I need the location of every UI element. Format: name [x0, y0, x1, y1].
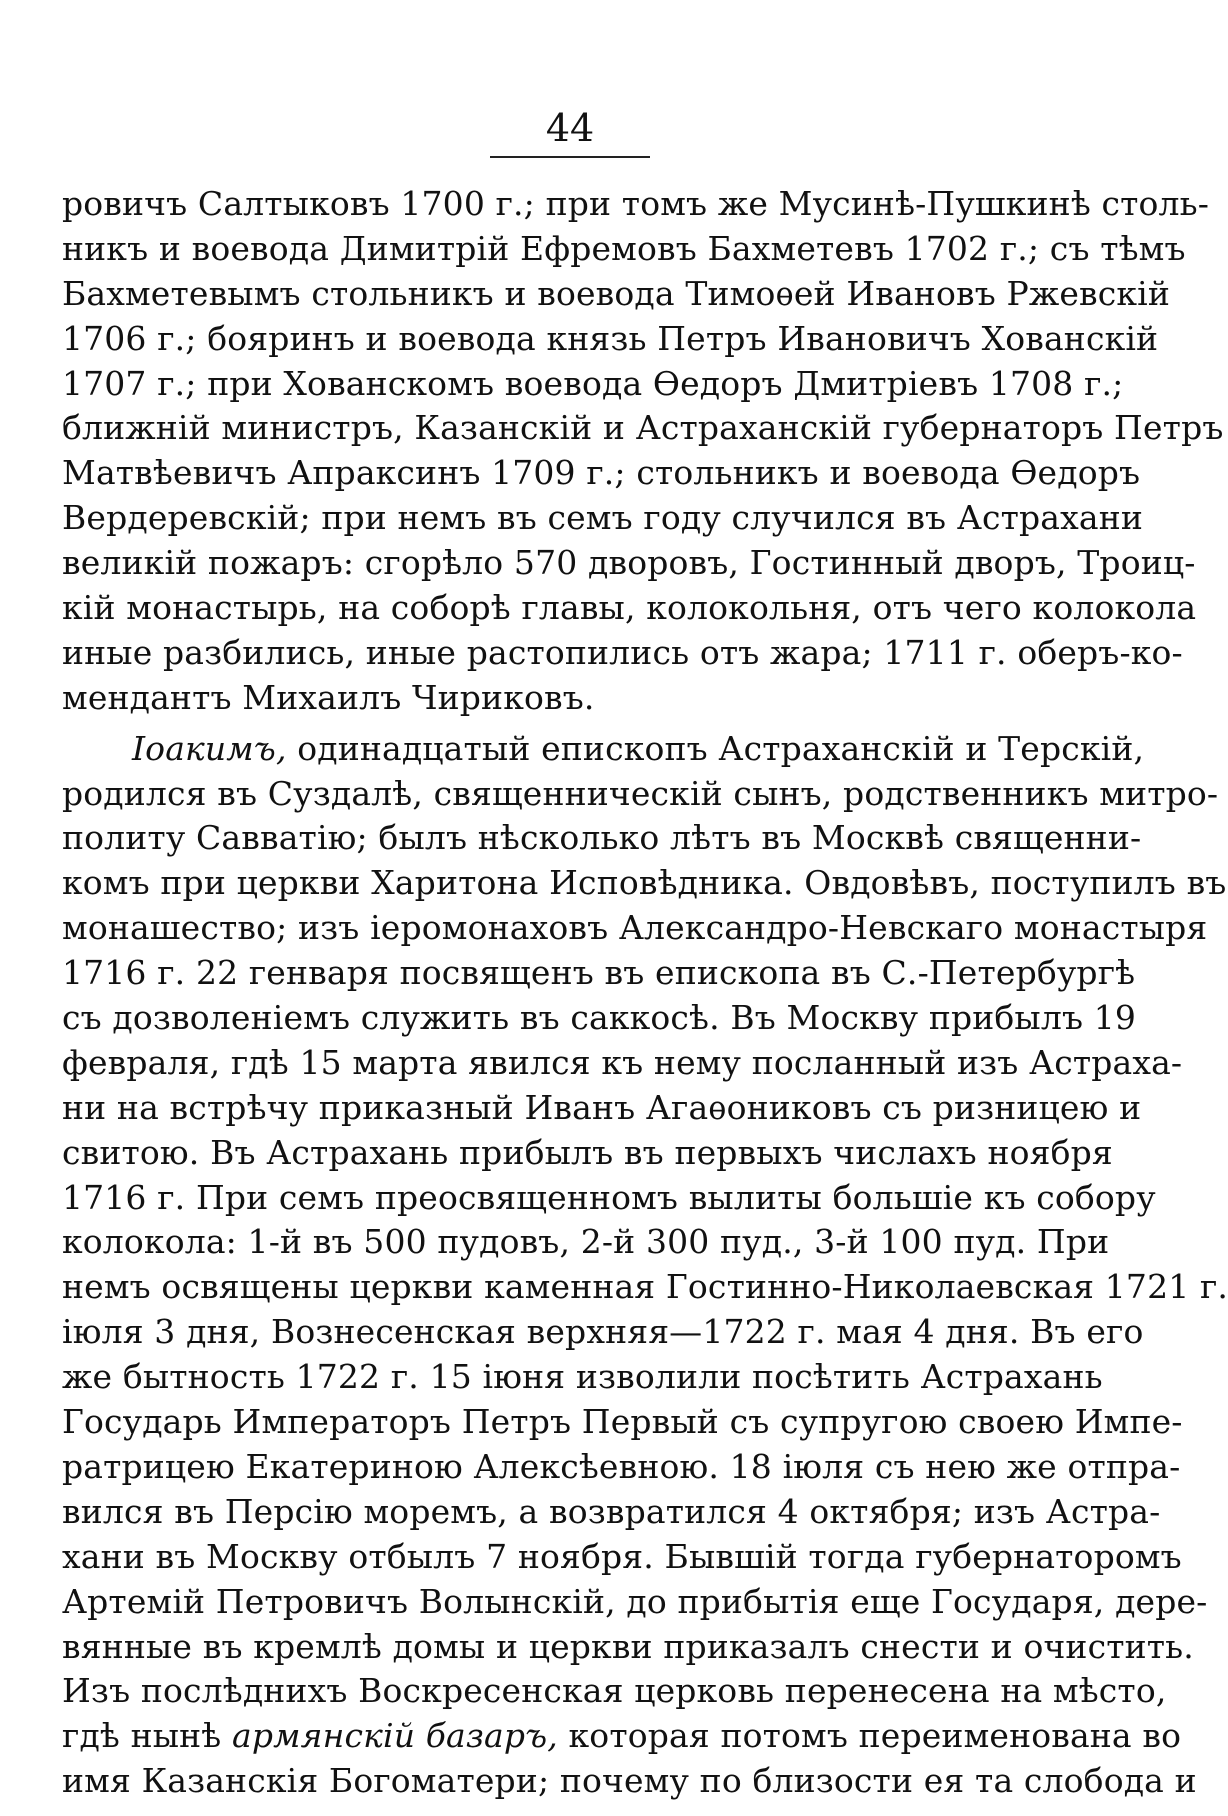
text-line: іюля 3 дня, Вознесенская верхняя—1722 г. мая 4 дня. Въ его [62, 1312, 1144, 1352]
text-line: великій пожаръ: сгорѣло 570 дворовъ, Гостинный дворъ, Троиц- [62, 543, 1196, 583]
text-line: 1716 г. При семъ преосвященномъ вылиты большіе къ собору [62, 1177, 1156, 1217]
text-fragment: гдѣ нынѣ [62, 1716, 232, 1756]
text-line: Изъ послѣднихъ Воскресенская церковь перенесена на мѣсто, [62, 1671, 1167, 1711]
text-line: свитою. Въ Астрахань прибылъ въ первыхъ числахъ ноября [62, 1132, 1113, 1172]
text-line: Бахметевымъ стольникъ и воевода Тимоѳей Ивановъ Ржевскій [62, 273, 1171, 313]
page-number-rule [490, 156, 650, 158]
italic-line [62, 1714, 1182, 1759]
text-line: ратрицею Екатериною Алексѣевною. 18 іюля съ нею же отпра- [62, 1446, 1181, 1486]
text-line: Вердеревскій; при немъ въ семъ году случился въ Астрахани [62, 498, 1143, 538]
text-line: никъ и воевода Димитрій Ефремовъ Бахметевъ 1702 г.; съ тѣмъ [62, 228, 1186, 268]
text-line: 1716 г. 22 генваря посвященъ въ епископа въ С.-Петербургѣ [62, 953, 1136, 993]
paragraph-2 [62, 727, 1228, 1804]
text-line: немъ освящены церкви каменная Гостинно-Николаевская 1721 г. [62, 1267, 1228, 1307]
text-line: 1707 г.; при Хованскомъ воевода Ѳедоръ Дмитріевъ 1708 г.; [62, 363, 1124, 403]
text-line: комъ при церкви Харитона Исповѣдника. Овдовѣвъ, поступилъ въ [62, 863, 1227, 903]
text-line: хани въ Москву отбылъ 7 ноября. Бывшій тогда губернаторомъ [62, 1536, 1182, 1576]
text-line: Матвѣевичъ Апраксинъ 1709 г.; стольникъ и воевода Ѳедоръ [62, 453, 1141, 493]
text-line: же бытность 1722 г. 15 іюня изволили посѣтить Астрахань [62, 1357, 1103, 1397]
text-line: иные разбились, иные растопились отъ жара; 1711 г. оберъ-ко- [62, 632, 1183, 672]
text-line: ни на встрѣчу приказный Иванъ Агаѳониковъ съ ризницею и [62, 1087, 1142, 1127]
text-line: кій монастырь, на соборѣ главы, колокольня, отъ чего колокола [62, 588, 1197, 628]
bishop-name: Іоакимъ, [132, 728, 287, 768]
text-line: колокола: 1-й въ 500 пудовъ, 2-й 300 пуд., 3-й 100 пуд. При [62, 1222, 1110, 1262]
text-line: Артемій Петровичъ Волынскій, до прибытія еще Государя, дере- [62, 1581, 1208, 1621]
text-line: политу Савватію; былъ нѣсколько лѣтъ въ Москвѣ священни- [62, 818, 1142, 858]
text-line: съ дозволеніемъ служить въ саккосѣ. Въ Москву прибылъ 19 [62, 998, 1137, 1038]
paragraph-1 [62, 182, 1224, 721]
text-line: монашество; изъ іеромонаховъ Александро-Невскаго монастыря [62, 908, 1208, 948]
text-line: Государь Императоръ Петръ Первый съ супругою своею Импе- [62, 1402, 1183, 1442]
page-number: 44 [545, 106, 595, 150]
text-line: родился въ Суздалѣ, священническій сынъ, родственникъ митро- [62, 773, 1219, 813]
text-line: вился въ Персію моремъ, а возвратился 4 октября; изъ Астра- [62, 1491, 1161, 1531]
text-line: 1706 г.; бояринъ и воевода князь Петръ Ивановичъ Хованскій [62, 318, 1159, 358]
body-text [62, 182, 1228, 1804]
paragraph-first-line [62, 727, 1145, 772]
text-line: имя Казанскія Богоматери; почему по близости ея та слобода и [62, 1761, 1197, 1801]
text-line: мендантъ Михаилъ Чириковъ. [62, 677, 595, 717]
text-fragment: одинадцатый епископъ Астраханскій и Терскій, [286, 728, 1145, 768]
text-line: ровичъ Салтыковъ 1700 г.; при томъ же Мусинѣ-Пушкинѣ столь- [62, 184, 1210, 223]
text-line: ближній министръ, Казанскій и Астраханскій губернаторъ Петръ [62, 408, 1224, 448]
text-line: вянные въ кремлѣ домы и церкви приказалъ снести и очистить. [62, 1626, 1194, 1666]
place-name: армянскій базаръ, [232, 1716, 558, 1756]
text-line: февраля, гдѣ 15 марта явился къ нему посланный изъ Астраха- [62, 1042, 1183, 1082]
text-fragment: которая потомъ переименована во [557, 1716, 1182, 1756]
